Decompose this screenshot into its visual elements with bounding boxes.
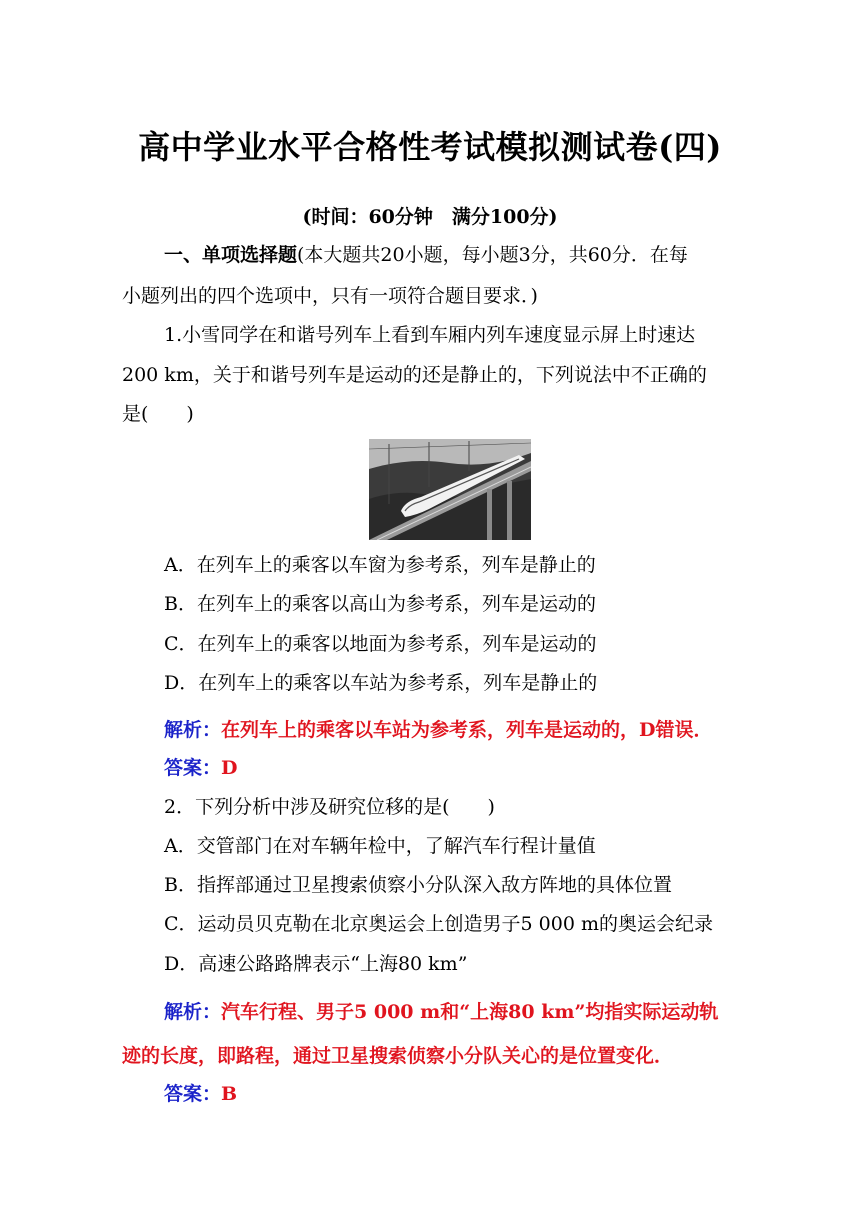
q1-option-a: A．在列车上的乘客以车窗为参考系，列车是静止的 [164, 554, 596, 576]
q1-analysis-label: 解析： [164, 719, 222, 741]
q2-option-d: D．高速公路路牌表示“上海80 km” [164, 953, 468, 975]
q1-option-d: D．在列车上的乘客以车站为参考系，列车是静止的 [164, 672, 598, 694]
q1-stem-2: 200 km，关于和谐号列车是运动的还是静止的，下列说法中不正确的 [122, 364, 707, 386]
q2-analysis-text-1: 汽车行程、男子5 000 m和“上海80 km”均指实际运动轨 [221, 1001, 719, 1023]
q2-answer [164, 1085, 744, 1104]
q1-answer-label: 答案： [164, 757, 222, 779]
q1-answer [164, 759, 744, 778]
exam-time-info: (时间：60分钟 满分100分) [302, 206, 558, 228]
train-photo [369, 439, 531, 540]
q1-stem-1: 1.小雪同学在和谐号列车上看到车厢内列车速度显示屏上时速达 [164, 324, 696, 346]
q2-option-b: B．指挥部通过卫星搜索侦察小分队深入敌方阵地的具体位置 [164, 874, 672, 896]
page-title: 高中学业水平合格性考试模拟测试卷(四) [138, 128, 722, 166]
q2-analysis-2: 迹的长度，即路程，通过卫星搜索侦察小分队关心的是位置变化． [122, 1045, 674, 1067]
q2-option-a: A．交管部门在对车辆年检中，了解汽车行程计量值 [164, 835, 596, 857]
q1-analysis [164, 721, 744, 740]
section-description-2: 小题列出的四个选项中，只有一项符合题目要求．) [122, 285, 538, 307]
q1-option-c: C．在列车上的乘客以地面为参考系，列车是运动的 [164, 633, 597, 655]
q1-analysis-text: 在列车上的乘客以车站为参考系，列车是运动的，D错误． [221, 719, 713, 741]
section-heading-line [164, 246, 744, 265]
q2-option-c: C．运动员贝克勒在北京奥运会上创造男子5 000 m的奥运会纪录 [164, 913, 713, 935]
q2-analysis-1 [164, 1003, 744, 1022]
q2-stem: 2．下列分析中涉及研究位移的是( ) [164, 796, 495, 818]
section-description-1: (本大题共20小题，每小题3分，共60分．在每 [297, 244, 688, 266]
section-heading: 一、单项选择题 [164, 244, 298, 266]
q1-option-b: B．在列车上的乘客以高山为参考系，列车是运动的 [164, 593, 596, 615]
q2-analysis-label: 解析： [164, 1001, 222, 1023]
q2-answer-value: B [221, 1083, 238, 1105]
q1-stem-3: 是( ) [122, 403, 194, 425]
q1-answer-value: D [221, 757, 238, 779]
q2-answer-label: 答案： [164, 1083, 222, 1105]
